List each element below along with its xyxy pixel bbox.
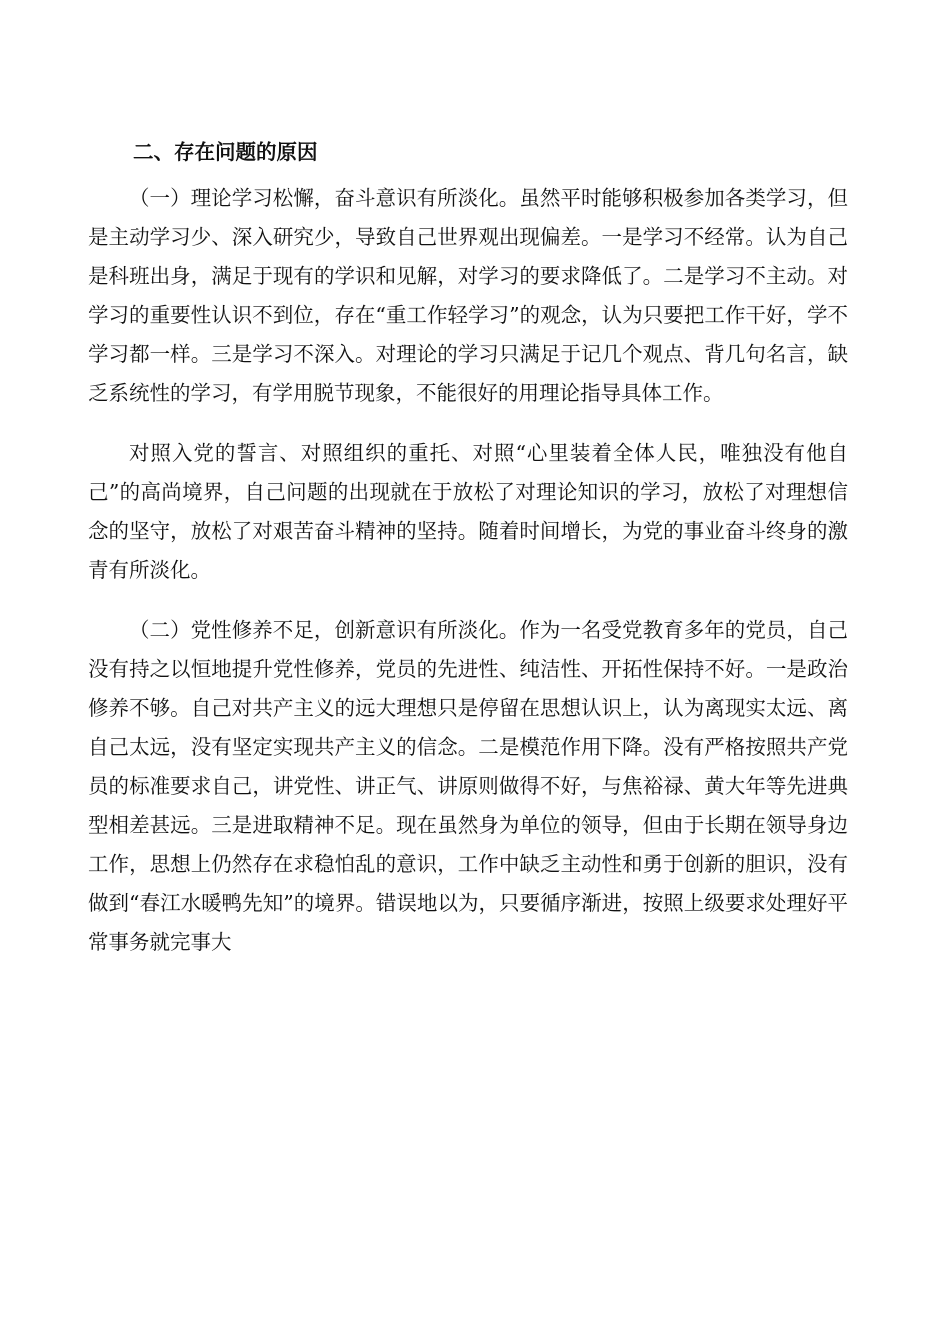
paragraph-1: （一）理论学习松懈，奋斗意识有所淡化。虽然平时能够积极参加各类学习，但是主动学习少、深入研究少，导致自己世界观出现偏差。一是学习不经常。认为自己是科班出身，满足于现有的学识和见解，对学习的要求降低了。二是学习不主动。对学习的重要性认识不到位，存在“重工作轻学习”的观念，认为只要把工作干好，学不学习都一样。三是学习不深入。对理论的学习只满足于记几个观点、背几句名言，缺乏系统性的学习，有学用脱节现象，不能很好的用理论指导具体工作。 <box>88 186 848 405</box>
document-page <box>88 130 848 962</box>
paragraph-2: 对照入党的誓言、对照组织的重托、对照“心里装着全体人民，唯独没有他自己”的高尚境界，自己问题的出现就在于放松了对理论知识的学习，放松了对理想信念的坚守，放松了对艰苦奋斗精神的坚持。随着时间增长，为党的事业奋斗终身的激青有所淡化。 <box>88 441 848 582</box>
paragraph-3: （二）党性修养不足，创新意识有所淡化。作为一名受党教育多年的党员，自己没有持之以恒地提升党性修养，党员的先进性、纯洁性、开拓性保持不好。一是政治修养不够。自己对共产主义的远大理想只是停留在思想认识上，认为离现实太远、离自己太远，没有坚定实现共产主义的信念。二是模范作用下降。没有严格按照共产党员的标准要求自己，讲党性、讲正气、讲原则做得不好，与焦裕禄、黄大年等先进典型相差甚远。三是进取精神不足。现在虽然身为单位的领导，但由于长期在领导身边工作，思想上仍然存在求稳怕乱的意识，工作中缺乏主动性和勇于创新的胆识，没有做到“春江水暖鸭先知”的境界。错误地以为，只要循序渐进，按照上级要求处理好平常事务就完事大 <box>88 618 848 954</box>
section-heading: 二、存在问题的原因 <box>133 140 318 164</box>
